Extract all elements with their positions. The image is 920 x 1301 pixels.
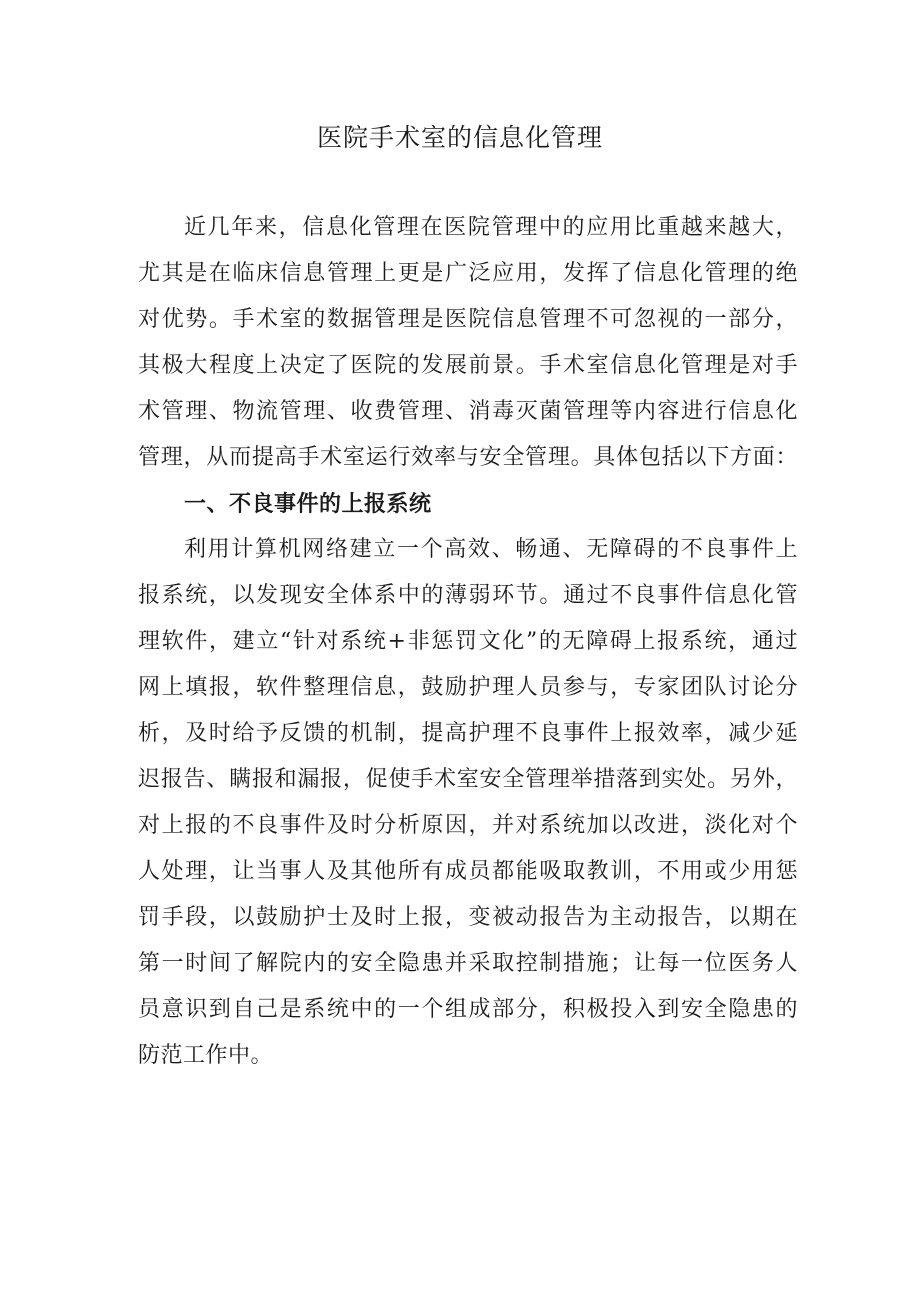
document-body	[138, 205, 798, 1079]
section-line: 理软件，建立“针对系统+非惩罚文化”的无障碍上报系统，通过	[138, 629, 798, 654]
intro-line: 其极大程度上决定了医院的发展前景。手术室信息化管理是对手	[138, 353, 798, 378]
section-line: 利用计算机网络建立一个高效、畅通、无障碍的不良事件上	[184, 537, 798, 562]
intro-line: 近几年来，信息化管理在医院管理中的应用比重越来越大，	[184, 215, 798, 240]
section-line: 对上报的不良事件及时分析原因，并对系统加以改进，淡化对个	[138, 813, 798, 838]
section-line: 防范工作中。	[138, 1043, 274, 1068]
section-heading: 一、不良事件的上报系统	[184, 491, 432, 517]
document-title: 医院手术室的信息化管理	[316, 123, 603, 152]
intro-line: 管理，从而提高手术室运行效率与安全管理。具体包括以下方面：	[138, 445, 798, 470]
section-line: 罚手段，以鼓励护士及时上报，变被动报告为主动报告，以期在	[138, 905, 798, 930]
section-line: 析，及时给予反馈的机制，提高护理不良事件上报效率，减少延	[138, 721, 798, 746]
section-line: 第一时间了解院内的安全隐患并采取控制措施；让每一位医务人	[138, 951, 798, 976]
intro-line: 术管理、物流管理、收费管理、消毒灭菌管理等内容进行信息化	[138, 399, 798, 424]
intro-line: 对优势。手术室的数据管理是医院信息管理不可忽视的一部分，	[138, 307, 798, 332]
section-line: 网上填报，软件整理信息，鼓励护理人员参与，专家团队讨论分	[138, 675, 798, 700]
intro-line: 尤其是在临床信息管理上更是广泛应用，发挥了信息化管理的绝	[138, 261, 798, 286]
section-line: 员意识到自己是系统中的一个组成部分，积极投入到安全隐患的	[138, 997, 798, 1022]
section-line: 报系统，以发现安全体系中的薄弱环节。通过不良事件信息化管	[138, 583, 798, 608]
section-line: 迟报告、瞒报和漏报，促使手术室安全管理举措落到实处。另外，	[138, 767, 798, 792]
section-line: 人处理，让当事人及其他所有成员都能吸取教训，不用或少用惩	[138, 859, 798, 884]
